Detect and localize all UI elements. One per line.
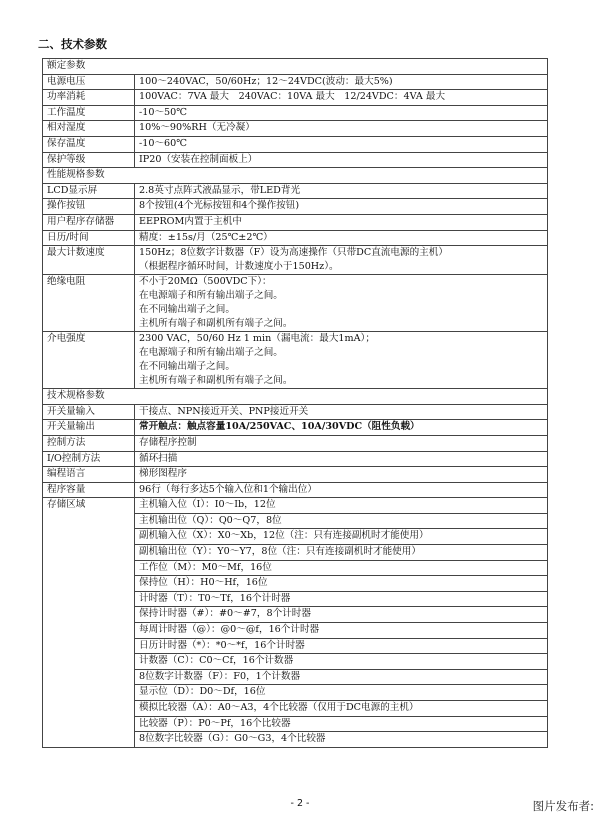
spec-row — [43, 482, 548, 498]
spec-row — [43, 246, 548, 275]
spec-value — [135, 332, 548, 389]
storage-item: 保持计时器（#）：#0～#7，8个计时器 — [135, 607, 548, 623]
storage-item: 8位数字比较器（G）：G0～G3，4个比较器 — [135, 732, 548, 748]
spec-value — [135, 435, 548, 451]
spec-value — [135, 152, 548, 168]
spec-value — [135, 74, 548, 90]
spec-label: 绝缘电阻 — [43, 275, 135, 332]
spec-row — [43, 136, 548, 152]
spec-label: 操作按钮 — [43, 199, 135, 215]
storage-label: 存储区域 — [43, 498, 135, 748]
spec-value-line: IP20（安装在控制面板上） — [139, 153, 258, 165]
spec-label: 介电强度 — [43, 332, 135, 389]
spec-value-line: -10～50℃ — [139, 106, 187, 118]
spec-row — [43, 230, 548, 246]
storage-row — [43, 498, 548, 514]
spec-value-line: 100～240VAC，50/60Hz；12～24VDC(波动：最大5%) — [139, 75, 393, 87]
spec-value-line: 精度：±15s/月（25℃±2℃） — [139, 231, 273, 243]
spec-label: 功率消耗 — [43, 90, 135, 106]
storage-item: 每周计时器（@）：@0～@f，16个计时器 — [135, 623, 548, 639]
storage-item: 模拟比较器（A）：A0～A3，4个比较器（仅用于DC电源的主机） — [135, 701, 548, 717]
spec-value — [135, 275, 548, 332]
spec-row — [43, 467, 548, 483]
spec-value — [135, 121, 548, 137]
spec-value-line: EEPROM内置于主机中 — [139, 215, 242, 227]
storage-item: 计时器（T）：T0～Tf，16个计时器 — [135, 591, 548, 607]
spec-value — [135, 230, 548, 246]
spec-row — [43, 183, 548, 199]
spec-row — [43, 275, 548, 332]
spec-value — [135, 404, 548, 420]
spec-value-line: 96行（每行多达5个输入位和1个输出位） — [139, 483, 317, 495]
spec-value — [135, 136, 548, 152]
storage-item: 日历计时器（*）：*0～*f，16个计时器 — [135, 638, 548, 654]
storage-item: 显示位（D）：D0～Df，16位 — [135, 685, 548, 701]
spec-value-line: 存储程序控制 — [139, 436, 197, 448]
storage-item: 保持位（H）：H0～Hf，16位 — [135, 576, 548, 592]
spec-row — [43, 90, 548, 106]
spec-label: 工作温度 — [43, 105, 135, 121]
spec-label: 相对湿度 — [43, 121, 135, 137]
section-title: 性能规格参数 — [43, 168, 548, 184]
spec-row — [43, 420, 548, 436]
storage-item: 计数器（C）：C0～Cf，16个计数器 — [135, 654, 548, 670]
spec-table-body — [43, 59, 548, 748]
spec-label: 控制方法 — [43, 435, 135, 451]
section-header-row — [43, 168, 548, 184]
spec-row — [43, 404, 548, 420]
spec-value — [135, 246, 548, 275]
spec-value-line: 100VAC：7VA 最大 240VAC：10VA 最大 12/24VDC：4VA 最大 — [139, 91, 446, 103]
spec-value — [135, 214, 548, 230]
spec-value-line: 在电源端子和所有输出端子之间。 — [139, 290, 283, 302]
spec-value — [135, 420, 548, 436]
spec-row — [43, 199, 548, 215]
spec-value-line: -10～60℃ — [139, 137, 187, 149]
spec-label: 编程语言 — [43, 467, 135, 483]
storage-item: 副机输出位（Y）：Y0～Y7，8位（注：只有连接副机时才能使用） — [135, 545, 548, 561]
spec-value-line: 2300 VAC，50/60 Hz 1 min（漏电流：最大1mA）； — [139, 333, 375, 345]
spec-label: I/O控制方法 — [43, 451, 135, 467]
spec-value-line: 干接点、NPN接近开关、PNP接近开关 — [139, 405, 309, 417]
storage-item: 比较器（P）：P0～Pf，16个比较器 — [135, 716, 548, 732]
spec-row — [43, 152, 548, 168]
section-header-row — [43, 389, 548, 405]
spec-value — [135, 451, 548, 467]
spec-label: 保护等级 — [43, 152, 135, 168]
spec-value-line: 主机所有端子和副机所有端子之间。 — [139, 318, 293, 330]
storage-item: 副机输入位（X）：X0～Xb，12位（注：只有连接副机时才能使用） — [135, 529, 548, 545]
spec-label: 开关量输入 — [43, 404, 135, 420]
spec-value — [135, 90, 548, 106]
page-number: - 2 - — [290, 798, 310, 809]
spec-label: 程序容量 — [43, 482, 135, 498]
spec-row — [43, 332, 548, 389]
spec-value — [135, 199, 548, 215]
storage-item: 工作位（M）：M0～Mf，16位 — [135, 560, 548, 576]
spec-value-line: 150Hz；8位数字计数器（F）设为高速操作（只带DC直流电源的主机） — [139, 247, 448, 259]
spec-value-line: （根据程序循环时间，计数速度小于150Hz）。 — [139, 261, 339, 273]
section-heading: 二、技术参数 — [38, 37, 107, 51]
spec-value-line: 在不同输出端子之间。 — [139, 304, 235, 316]
spec-value-line: 8个按钮(4个光标按钮和4个操作按钮) — [139, 200, 300, 212]
spec-table — [42, 58, 548, 748]
spec-value-line: 在不同输出端子之间。 — [139, 361, 235, 373]
spec-value-line: 在电源端子和所有输出端子之间。 — [139, 347, 283, 359]
spec-value — [135, 183, 548, 199]
spec-value-line: 2.8英寸点阵式液晶显示，带LED背光 — [139, 184, 301, 196]
storage-item: 主机输入位（I）：I0～Ib，12位 — [135, 498, 548, 514]
section-title: 技术规格参数 — [43, 389, 548, 405]
spec-label: 最大计数速度 — [43, 246, 135, 275]
spec-value — [135, 482, 548, 498]
storage-item: 主机输出位（Q）：Q0～Q7，8位 — [135, 513, 548, 529]
spec-value — [135, 105, 548, 121]
spec-row — [43, 74, 548, 90]
spec-label: 保存温度 — [43, 136, 135, 152]
spec-row — [43, 214, 548, 230]
spec-row — [43, 105, 548, 121]
publisher-label: 图片发布者: — [532, 799, 594, 813]
spec-value-line: 常开触点：触点容量10A/250VAC、10A/30VDC（阻性负载） — [139, 421, 420, 433]
spec-value-line: 主机所有端子和副机所有端子之间。 — [139, 375, 293, 387]
section-header-row — [43, 59, 548, 75]
spec-label: 开关量输出 — [43, 420, 135, 436]
spec-label: 电源电压 — [43, 74, 135, 90]
spec-row — [43, 451, 548, 467]
spec-value-line: 循环扫描 — [139, 452, 178, 464]
spec-label: 日历/时间 — [43, 230, 135, 246]
spec-value-line: 不小于20MΩ（500VDC下）： — [139, 276, 272, 288]
spec-row — [43, 435, 548, 451]
section-title: 额定参数 — [43, 59, 548, 75]
spec-value-line: 10%～90%RH（无冷凝） — [139, 122, 255, 134]
storage-item: 8位数字计数器（F）：F0，1个计数器 — [135, 669, 548, 685]
spec-value — [135, 467, 548, 483]
spec-row — [43, 121, 548, 137]
spec-label: LCD显示屏 — [43, 183, 135, 199]
spec-label: 用户程序存储器 — [43, 214, 135, 230]
spec-value-line: 梯形图程序 — [139, 468, 187, 480]
